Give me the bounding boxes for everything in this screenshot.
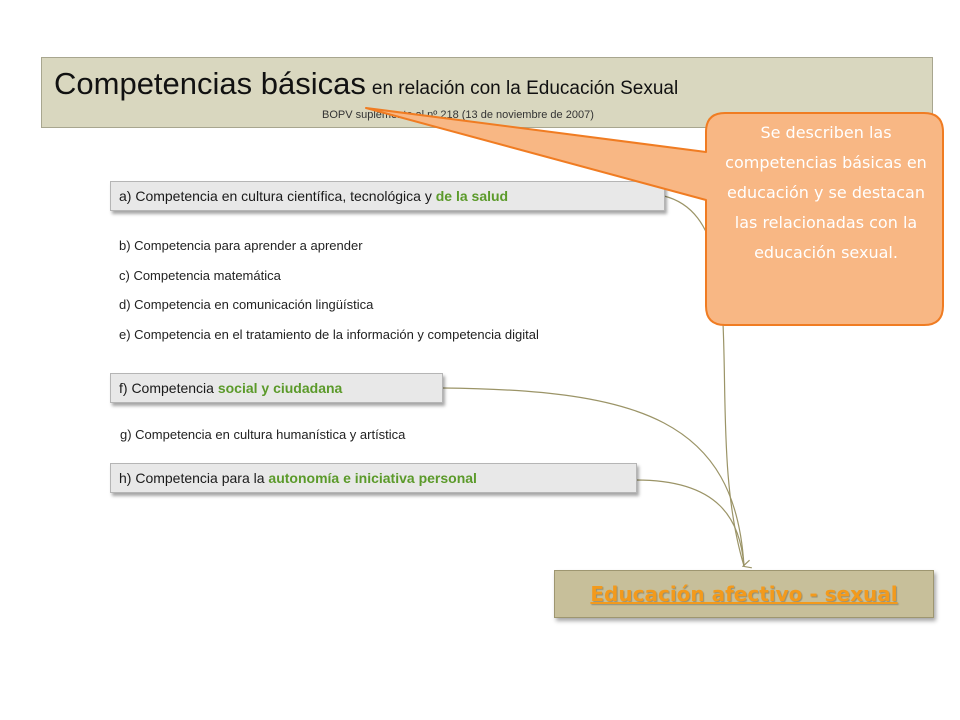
competencia-c: c) Competencia matemática [119, 268, 281, 283]
title-rest: en relación con la Educación Sexual [371, 78, 679, 99]
result-box: Educación afectivo - sexual [554, 570, 934, 618]
page-subtitle: BOPV suplemento al nº 218 (13 de noviembre de 2007) [322, 109, 594, 121]
competencia-a-text: a) Competencia en cultura científica, tecnológica y [119, 188, 436, 204]
competencia-b: b) Competencia para aprender a aprender [119, 238, 363, 253]
competencia-f-highlight: social y ciudadana [217, 380, 343, 396]
competencia-h-highlight: autonomía e iniciativa personal [268, 470, 477, 486]
competencia-g: g) Competencia en cultura humanística y artística [120, 427, 406, 442]
title-main: Competencias básicas [54, 66, 366, 101]
competencia-f-text: f) Competencia [119, 380, 218, 396]
competencia-d: d) Competencia en comunicación lingüística [119, 297, 374, 312]
callout-text: Se describen las competencias básicas en educación y se destacan las relacionadas con la educación sexual. [725, 123, 927, 262]
competencia-e: e) Competencia en el tratamiento de la información y competencia digital [119, 327, 539, 342]
competencia-a-highlight: de la salud [435, 188, 509, 204]
competencia-h-text: h) Competencia para la [119, 470, 269, 486]
